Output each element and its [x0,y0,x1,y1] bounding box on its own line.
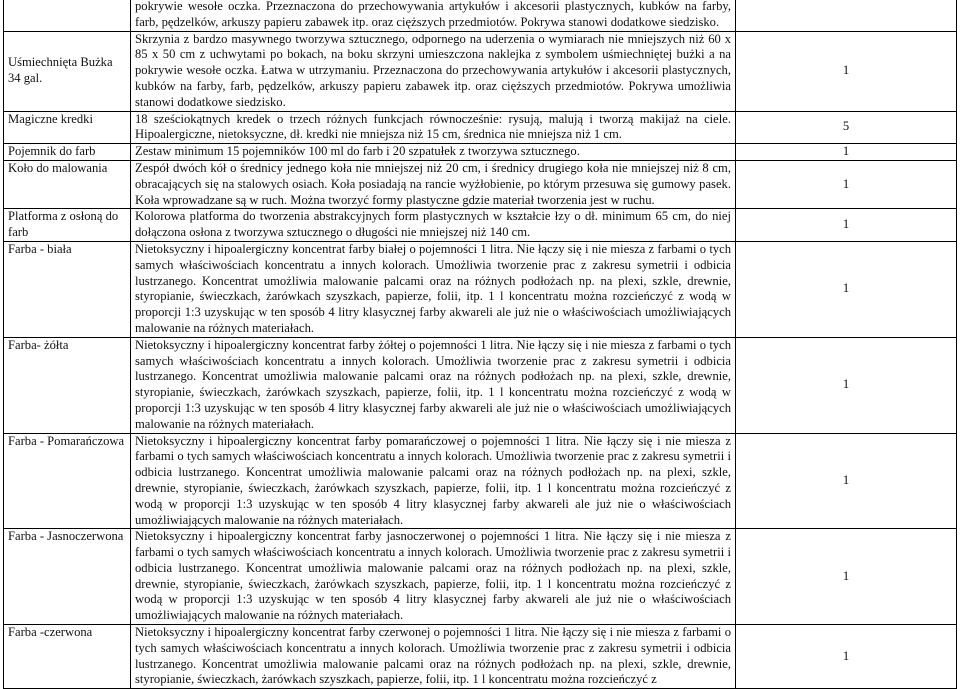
item-description-cell: Zespół dwóch kół o średnicy jednego koła nie mniejszej niż 20 cm, i średnicy drugiego koła nie mniejszej niż 8 cm, obracających się na stalowych osiach. Koła posiadają na rancie wyżłobienie, po którym przesuwa się gumowy pasek. Koła wprowadzane są w ruch. Można tworzyć formy plastyczne gdzie materiał tworzenia jest w ruchu. [131,160,736,208]
item-description-cell: Nietoksyczny i hipoalergiczny koncentrat farby jasnoczerwonej o pojemności 1 litra. Nie łączy się i nie miesza z farbami o tych samych właściwościach koncentratu a innych kolorach. Umożliwia tworzenie prac z zakresu symetrii i odbicia lustrzanego. Koncentrat umożliwia malowanie palcami oraz na różnych podłożach np. na plexi, szkle, drewnie, styropianie, świeczkach, żarówkach szyszkach, papierze, folii, itp. 1 l koncentratu można rozcieńczyć z wodą w proporcji 1:3 uzyskując w ten sposób 4 litry klasycznej farby akwareli ale już nie o właściwościach umożliwiających malowanie na różnych materiałach. [131,529,736,625]
item-quantity-cell: 1 [736,433,957,529]
item-name-cell [4,0,131,31]
item-quantity-cell: 1 [736,31,957,111]
table-row [4,241,957,337]
table-row [4,433,957,529]
table-row [4,144,957,161]
item-quantity-cell: 1 [736,209,957,242]
item-name-cell: Koło do malowania [4,160,131,208]
item-name-cell: Farba - Pomarańczowa [4,433,131,529]
item-name-cell: Farba- żółta [4,337,131,433]
item-description-cell: Skrzynia z bardzo masywnego tworzywa sztucznego, odpornego na uderzenia o wymiarach nie mniejszych niż 60 x 85 x 50 cm z uchwytami po bokach, na boku skrzyni umieszczona naklejka z symbolem uśmiechniętej bużki a na pokrywie wesołe oczka. Łatwa w utrzymaniu. Przeznaczona do przechowywania artykułów i akcesorii plastycznych, kubków na farby, farb, pędzelków, arkuszy papieru zabawek itp. oraz cięższych przedmiotów. Pokrywa umożliwia stanowi dodatkowe siedzisko. [131,31,736,111]
item-quantity-cell: 1 [736,529,957,625]
item-name-cell: Farba - Jasnoczerwona [4,529,131,625]
item-description-cell: Zestaw minimum 15 pojemników 100 ml do farb i 20 szpatułek z tworzywa sztucznego. [131,144,736,161]
item-description-cell: Nietoksyczny i hipoalergiczny koncentrat farby żółtej o pojemności 1 litra. Nie łączy się i nie miesza z farbami o tych samych właściwościach koncentratu a innych kolorach. Umożliwia tworzenie prac z zakresu symetrii i odbicia lustrzanego. Koncentrat umożliwia malowanie palcami oraz na różnych podłożach np. na plexi, szkle, drewnie, styropianie, świeczkach, żarówkach szyszkach, papierze, folii, itp. 1 l koncentratu można rozcieńczyć z wodą w proporcji 1:3 uzyskując w ten sposób 4 litry klasycznej farby akwareli ale już nie o właściwościach umożliwiających malowanie na różnych materiałach. [131,337,736,433]
product-spec-table [3,0,957,689]
item-description-cell: Nietoksyczny i hipoalergiczny koncentrat farby czerwonej o pojemności 1 litra. Nie łączy się i nie miesza z farbami o tych samych właściwościach koncentratu a innych kolorach. Umożliwia tworzenie prac z zakresu symetrii i odbicia lustrzanego. Koncentrat umożliwia malowanie palcami oraz na różnych podłożach np. na plexi, szkle, drewnie, styropianie, świeczkach, żarówkach szyszkach, papierze, folii, itp. 1 l koncentratu można rozcieńczyć z [131,625,736,689]
item-name-cell: Farba -czerwona [4,625,131,689]
item-description-cell: Nietoksyczny i hipoalergiczny koncentrat farby białej o pojemności 1 litra. Nie łączy się i nie miesza z farbami o tych samych właściwościach koncentratu a innych kolorach. Umożliwia tworzenie prac z zakresu symetrii i odbicia lustrzanego. Koncentrat umożliwia malowanie palcami oraz na różnych podłożach np. na plexi, szkle, drewnie, styropianie, świeczkach, żarówkach szyszkach, papierze, folii, itp. 1 l koncentratu można rozcieńczyć z wodą w proporcji 1:3 uzyskując w ten sposób 4 litry klasycznej farby akwareli ale już nie o właściwościach umożliwiających malowanie na różnych materiałach. [131,241,736,337]
table-row [4,31,957,111]
item-quantity-cell [736,0,957,31]
item-name-cell: Uśmiechnięta Bużka 34 gal. [4,31,131,111]
table-row [4,0,957,31]
item-quantity-cell: 1 [736,337,957,433]
table-row [4,160,957,208]
table-row [4,337,957,433]
item-quantity-cell: 1 [736,160,957,208]
item-quantity-cell: 5 [736,111,957,144]
item-quantity-cell: 1 [736,241,957,337]
item-quantity-cell: 1 [736,625,957,689]
item-quantity-cell: 1 [736,144,957,161]
item-description-cell: Nietoksyczny i hipoalergiczny koncentrat farby pomarańczowej o pojemności 1 litra. Nie łączy się i nie miesza z farbami o tych samych właściwościach koncentratu a innych kolorach. Umożliwia tworzenie prac z zakresu symetrii i odbicia lustrzanego. Koncentrat umożliwia malowanie palcami oraz na różnych podłożach np. na plexi, szkle, drewnie, styropianie, świeczkach, żarówkach szyszkach, papierze, folii, itp. 1 l koncentratu można rozcieńczyć z wodą w proporcji 1:3 uzyskując w ten sposób 4 litry klasycznej farby akwareli ale już nie o właściwościach umożliwiających malowanie na różnych materiałach. [131,433,736,529]
table-row [4,529,957,625]
item-description-cell: pokrywie wesołe oczka. Przeznaczona do przechowywania artykułów i akcesorii plastycznych, kubków na farby, farb, pędzelków, arkuszy papieru zabawek itp. oraz cięższych przedmiotów. Pokrywa stanowi dodatkowe siedzisko. [131,0,736,31]
item-name-cell: Farba - biała [4,241,131,337]
item-description-cell: 18 sześciokątnych kredek o trzech różnych funkcjach równocześnie: rysują, malują i tworzą makijaż na ciele. Hipoalergiczne, nietoksyczne, dł. kredki nie mniejsza niż 15 cm, średnica nie mniejsza niż 1 cm. [131,111,736,144]
table-row [4,111,957,144]
item-description-cell: Kolorowa platforma do tworzenia abstrakcyjnych form plastycznych w kształcie łzy o dł. minimum 65 cm, do niej dołączona osłona z tworzywa sztucznego o długości nie mniejszej niż 140 cm. [131,209,736,242]
table-row [4,209,957,242]
table-row [4,625,957,689]
item-name-cell: Magiczne kredki [4,111,131,144]
item-name-cell: Platforma z osłoną do farb [4,209,131,242]
item-name-cell: Pojemnik do farb [4,144,131,161]
